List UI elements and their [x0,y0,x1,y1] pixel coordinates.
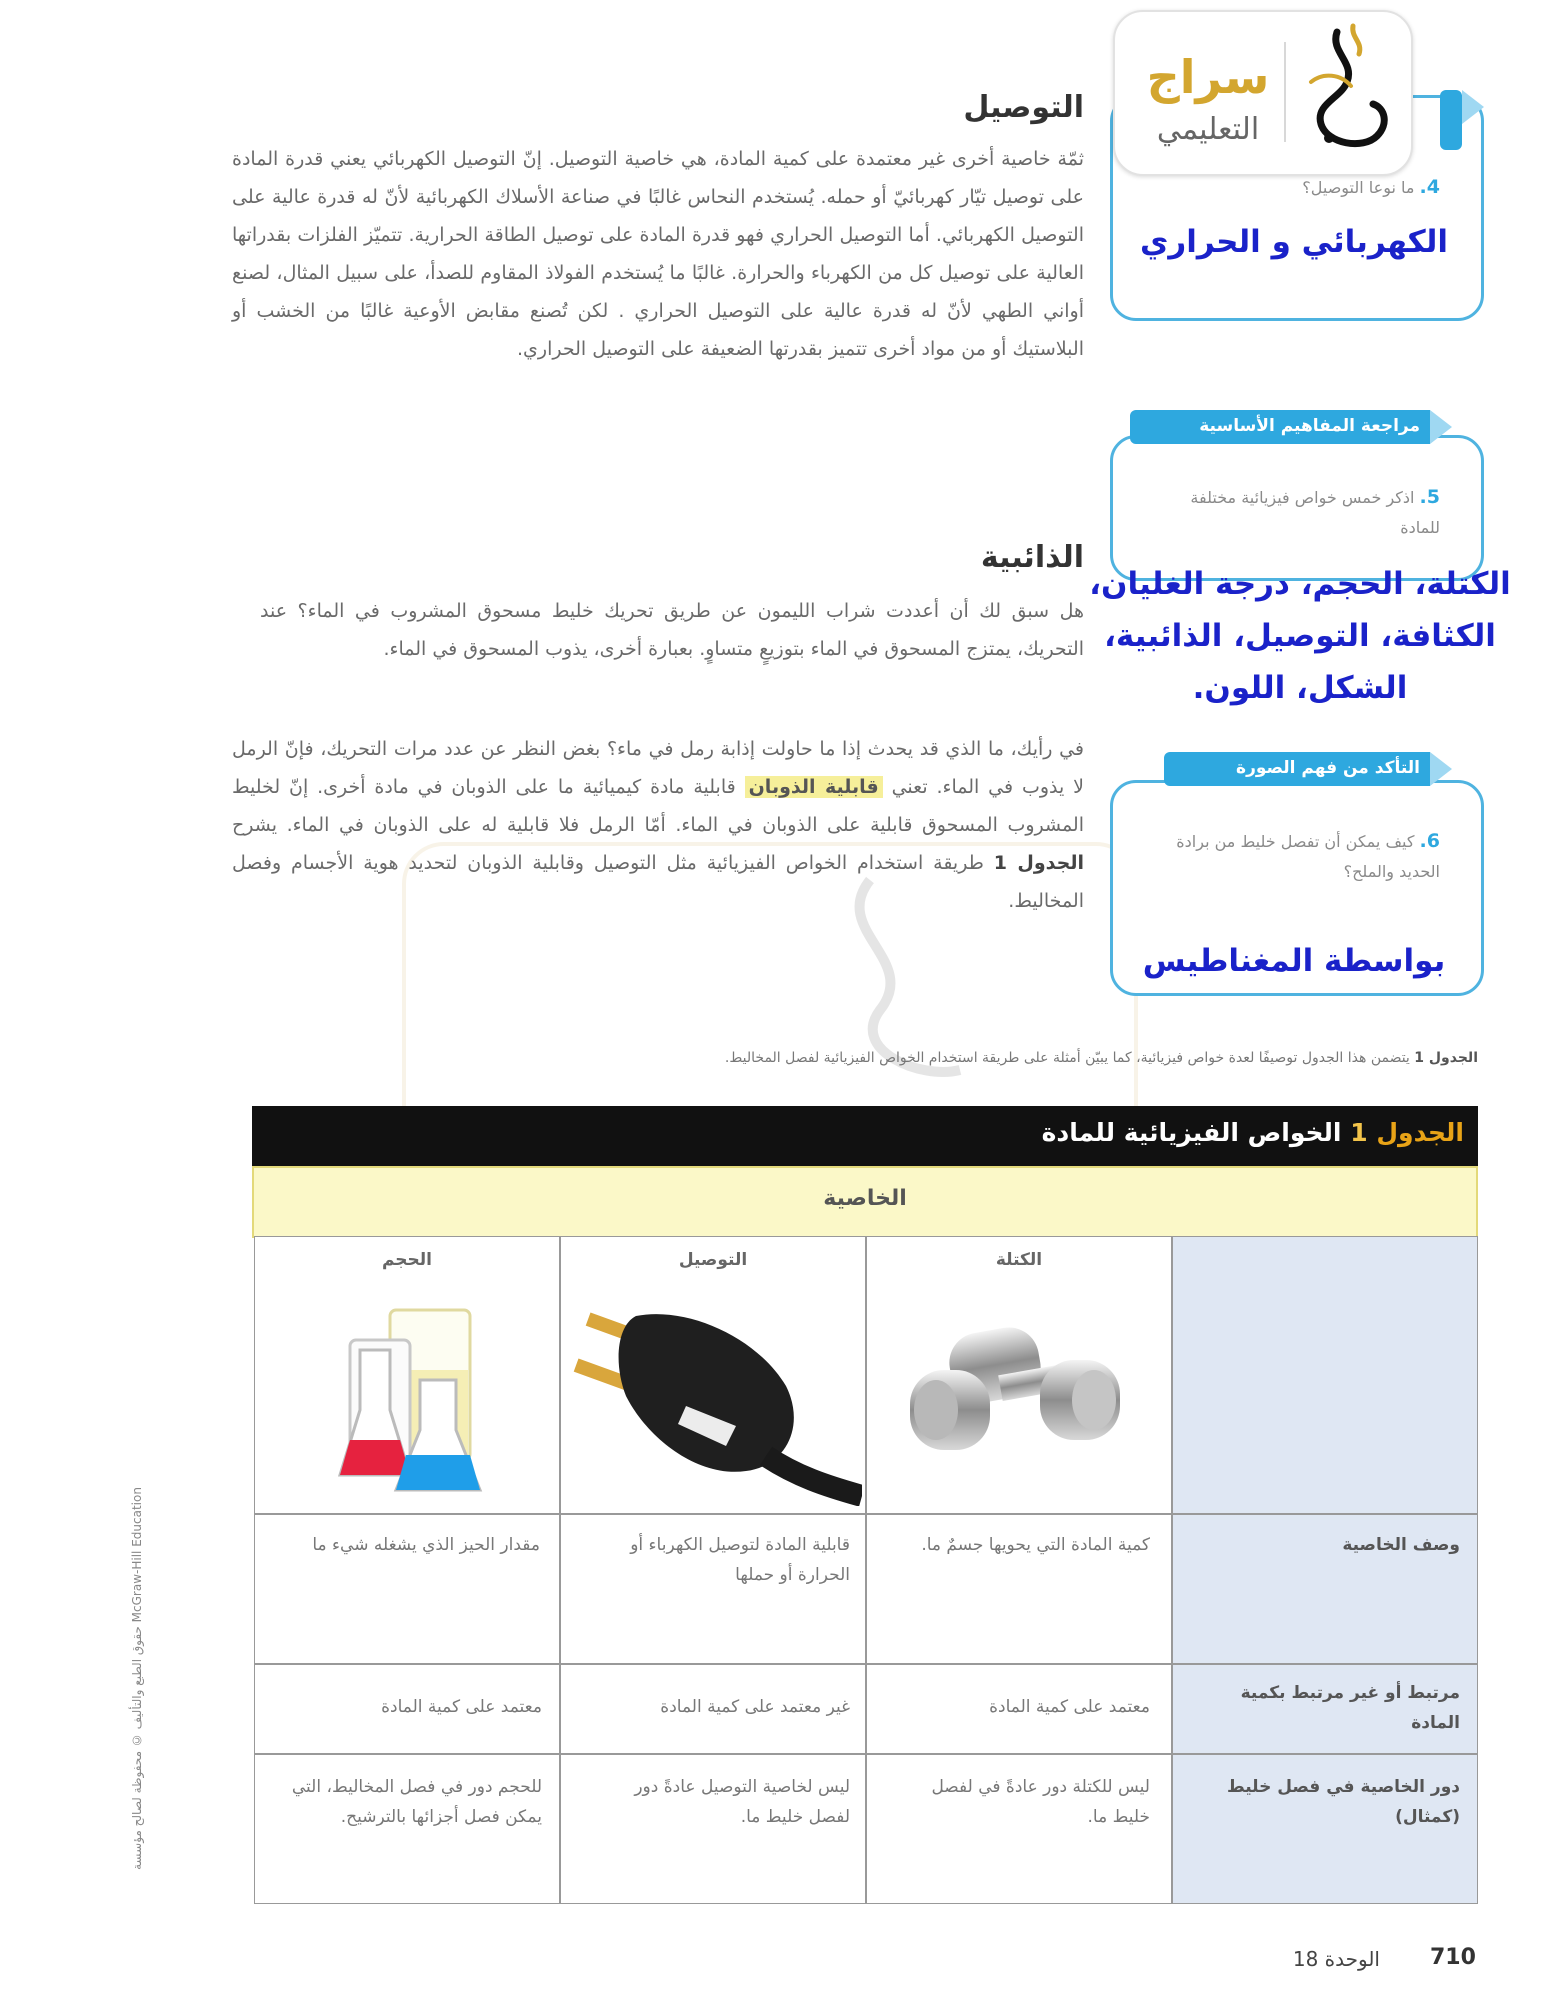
text-separation-mass: ليس للكتلة دور عادةً في لفصل خليط ما. [931,1777,1150,1827]
footer-unit: الوحدة 18 [1292,1947,1380,1971]
question-5-question: اذكر خمس خواص فيزيائية مختلفة للمادة [1190,488,1440,537]
question-4-question: ما نوعا التوصيل؟ [1302,178,1415,197]
conduction-heading: التوصيل [963,90,1084,125]
solubility-paragraph-2 [232,730,1084,920]
table-title-label: الجدول [1376,1118,1464,1147]
side-box-question-6-banner: التأكد من فهم الصورة [1236,758,1420,778]
column-header-conduction: التوصيل [678,1250,748,1270]
text-separation-conduction: ليس لخاصية التوصيل عادةً دور لفصل خليط ما. [634,1777,850,1827]
solubility-p2-before: في رأيك، ما الذي قد يحدث إذا ما حاولت إذابة رمل في ماء؟ بغض النظر عن عدد مرات التحريك، فإنّ الرمل لا يذوب في الماء. تعني [232,738,1085,798]
side-box-question-5-text [1150,482,1440,543]
siraj-logo [1113,10,1413,176]
table-header-label: الخاصية [823,1186,907,1211]
row-label-description: وصف الخاصية [1342,1535,1460,1555]
question-5-number: 5. [1419,486,1440,508]
table-title-text: الخواص الفيزيائية للمادة [1041,1118,1342,1147]
text-separation-volume: للحجم دور في فصل المخاليط، التي يمكن فصل أجزائها بالترشيح. [291,1777,542,1827]
pencil-banner-1 [1440,90,1462,150]
row-label-dependency: مرتبط أو غير مرتبط بكمية المادة [1240,1683,1460,1733]
copyright-credit: حقوق الطبع والتأليف © محفوظة لصالح مؤسسة McGraw-Hill Education [130,1487,144,1870]
logo-name-bottom: التعليمي [1156,112,1260,147]
text-description-conduction: قابلية المادة لتوصيل الكهرباء أو الحرارة أو حملها [630,1535,850,1585]
side-box-question-6-answer: بواسطة المغناطيس [1142,943,1446,979]
side-box-question-4-answer: الكهربائي و الحراري [1140,224,1448,260]
table-caption-text: يتضمن هذا الجدول توصيفًا لعدة خواص فيزيائية، كما يبيّن أمثلة على طريقة استخدام الخواص الفيزيائية لفصل المخاليط. [724,1050,1410,1066]
column-header-volume: الحجم [381,1250,433,1270]
side-box-question-6-text [1170,826,1440,887]
side-box-question-4-text [1140,172,1440,203]
dumbbell-image [890,1300,1150,1480]
side-box-question-5-answer: الكتلة، الحجم، درجة الغليان، الكثافة، التوصيل، الذائبية، الشكل، اللون. [1089,566,1511,706]
side-box-question-5-banner: مراجعة المفاهيم الأساسية [1199,416,1420,436]
solubility-p2-middle: قابلية مادة كيميائية ما على الذوبان في مادة أخرى. إنّ لخليط المشروب المسحوق قابلية على الذوبان في الماء. أمّا الرمل فلا قابلية له على الذوبان في الماء. يشرح [232,776,1084,836]
text-dependency-mass: معتمد على كمية المادة [989,1697,1150,1717]
solubility-paragraph-1: هل سبق لك أن أعددت شراب الليمون عن طريق تحريك خليط مسحوق المشروب في الماء؟ عند التحريك، يمتزج المسحوق في الماء بتوزيعٍ متساوٍ. بعبارة أخرى، يذوب المسحوق في الماء. [260,600,1084,660]
text-description-mass: كمية المادة التي يحويها جسمٌ ما. [921,1535,1150,1555]
solubility-table-ref: الجدول 1 [993,852,1084,874]
logo-name-top: سراج [1146,50,1270,104]
table-title-number: 1 [1350,1118,1368,1147]
table-corner-cell [1172,1236,1478,1514]
electric-plug-image [566,1296,862,1506]
footer-page-number: 710 [1430,1945,1476,1970]
laboratory-flasks-image [330,1290,490,1505]
table-caption-label: الجدول 1 [1414,1050,1478,1066]
solubility-heading: الذائبية [980,540,1084,575]
question-6-question: كيف يمكن أن تفصل خليط من برادة الحديد والملح؟ [1176,832,1440,881]
conduction-paragraph: ثمّة خاصية أخرى غير معتمدة على كمية المادة، هي خاصية التوصيل. إنّ التوصيل الكهربائي يعني قدرة المادة على توصيل تيّار كهربائيّ أو حمله. يُستخدم النحاس غالبًا في صناعة الأسلاك الكهربائية لأنّ له قدرة عالية على التوصيل الكهربائي. أما التوصيل الحراري فهو قدرة المادة على توصيل الطاقة الحرارية. تتميّز الفلزات بقدراتها العالية على توصيل كل من الكهرباء والحرارة. غالبًا ما يُستخدم الفولاذ المقاوم للصدأ، على سبيل المثال، لصنع أواني الطهي لأنّ له قدرة عالية على التوصيل الحراري . لكن تُصنع مقابض الأوعية غالبًا من الخشب أو البلاستيك أو من مواد أخرى تتميز بقدرتها الضعيفة على التوصيل الحراري. [232,148,1084,360]
text-dependency-volume: معتمد على كمية المادة [381,1697,542,1717]
solubility-term-highlight: قابلية الذوبان [745,776,883,798]
text-description-volume: مقدار الحيز الذي يشغله شيء ما [312,1535,540,1555]
text-dependency-conduction: غير معتمد على كمية المادة [660,1697,850,1717]
question-4-number: 4. [1419,176,1440,198]
column-header-mass: الكتلة [995,1250,1043,1270]
row-label-separation: دور الخاصية في فصل خليط (كمثال) [1227,1777,1460,1827]
solubility-p2-after: طريقة استخدام الخواص الفيزيائية مثل التوصيل وقابلية الذوبان لتحديد هوية الأجسام وفصل المخاليط. [232,852,1084,912]
question-6-number: 6. [1419,830,1440,852]
table-caption [278,1050,1478,1066]
table-title [464,1118,1464,1147]
